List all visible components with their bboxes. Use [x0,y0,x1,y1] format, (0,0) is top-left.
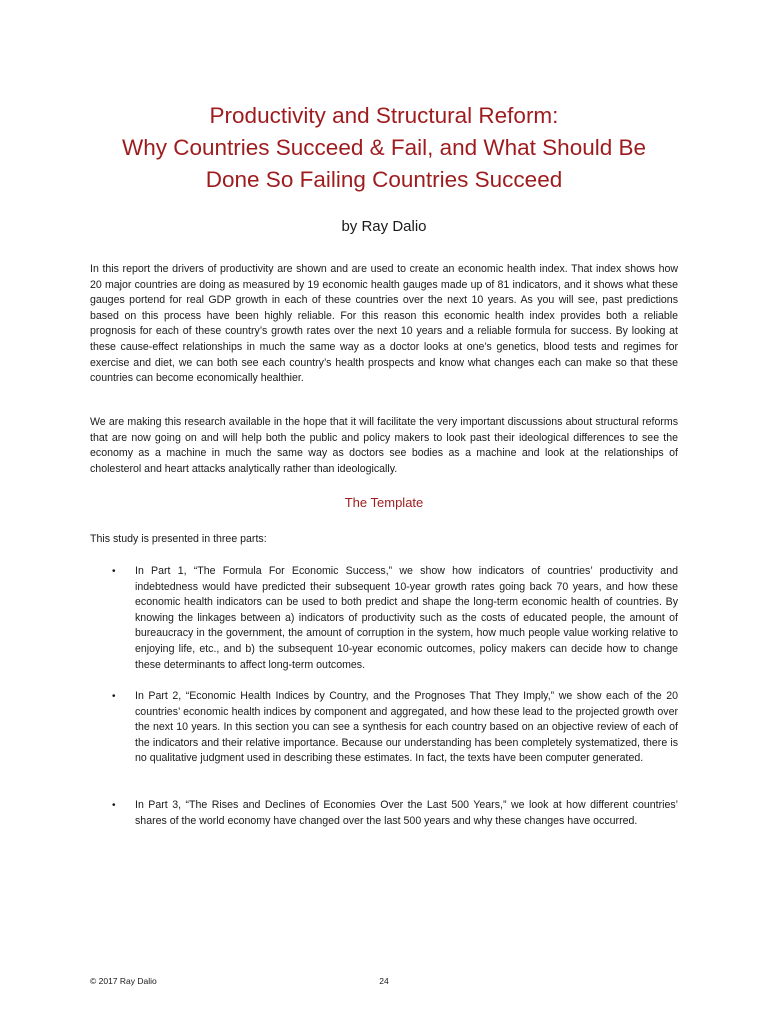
list-item [112,564,678,673]
list-item-text-part-3: In Part 3, “The Rises and Declines of Economies Over the Last 500 Years,” we look at how different countries’ shares of the world economy have changed over the last 500 years and why these changes have occurred. [135,799,678,827]
title-line-3: Done So Failing Countries Succeed [205,167,563,192]
parts-intro-text: This study is presented in three parts: [90,533,267,545]
bullet-icon: • [112,800,116,811]
footer-page-number: 24 [379,976,389,986]
list-item-text-part-2: In Part 2, “Economic Health Indices by Country, and the Prognoses That They Imply,” we show each of the 20 countries’ economic health indices by component and aggregated, and how these lead to the projected growth over the next 10 years. In this section you can see a synthesis for each country based on an objective review of each of the indicators and their relative importance. Because our understanding has been completely systematized, there is no qualitative judgment used in describing these estimates. In fact, the texts have been computer generated. [135,690,678,765]
bullet-icon: • [112,566,116,577]
list-item [112,798,678,829]
section-heading: The Template [344,495,424,510]
intro-paragraph-1: In this report the drivers of productivity are shown and are used to create an economic health index. That index shows how 20 major countries are doing as measured by 19 economic health gauges made up of 81 indicators, and it shows what these gauges portend for real GDP growth in each of these countries over the next 10 years. As you will see, past predictions based on this process have been highly reliable. For this reason this economic health index provides both a reliable prognosis for each of these country’s growth rates over the next 10 years and a reliable formula for success. By looking at these cause-effect relationships in much the same way as a doctor looks at one’s genetics, blood tests and regimes for exercise and diet, we can both see each country’s health prospects and know what changes each can make so that these countries can become economically healthier. [90,263,678,385]
title-line-2: Why Countries Succeed & Fail, and What Should Be [121,135,646,160]
list-item [112,689,678,767]
title-line-1: Productivity and Structural Reform: [209,103,559,128]
intro-paragraph-2: We are making this research available in the hope that it will facilitate the very important discussions about structural reforms that are now going on and will help both the public and policy makers to look past their ideological differences to see the economy as a machine in much the same way as doctors see bodies as a machine and look at the relationships of cholesterol and heart attacks analytically rather than ideologically. [90,416,678,475]
footer-copyright: © 2017 Ray Dalio [90,976,157,986]
document-title [60,100,708,196]
bullet-icon: • [112,691,116,702]
list-item-text-part-1: In Part 1, “The Formula For Economic Success,” we show how indicators of countries’ productivity and indebtedness would have predicted their subsequent 10-year growth rates going back 70 years, and how these economic health indicators can be used to both predict and shape the long-term economic health of countries. By knowing the linkages between a) indicators of productivity such as the costs of educated people, the amount of bureaucracy in the government, the amount of corruption in the system, how much people value working relative to enjoying life, etc., and b) the subsequent 10-year economic outcomes, policy makers can decide how to change these determinants to affect long-term outcomes. [135,565,678,671]
author-byline: by Ray Dalio [341,218,427,235]
